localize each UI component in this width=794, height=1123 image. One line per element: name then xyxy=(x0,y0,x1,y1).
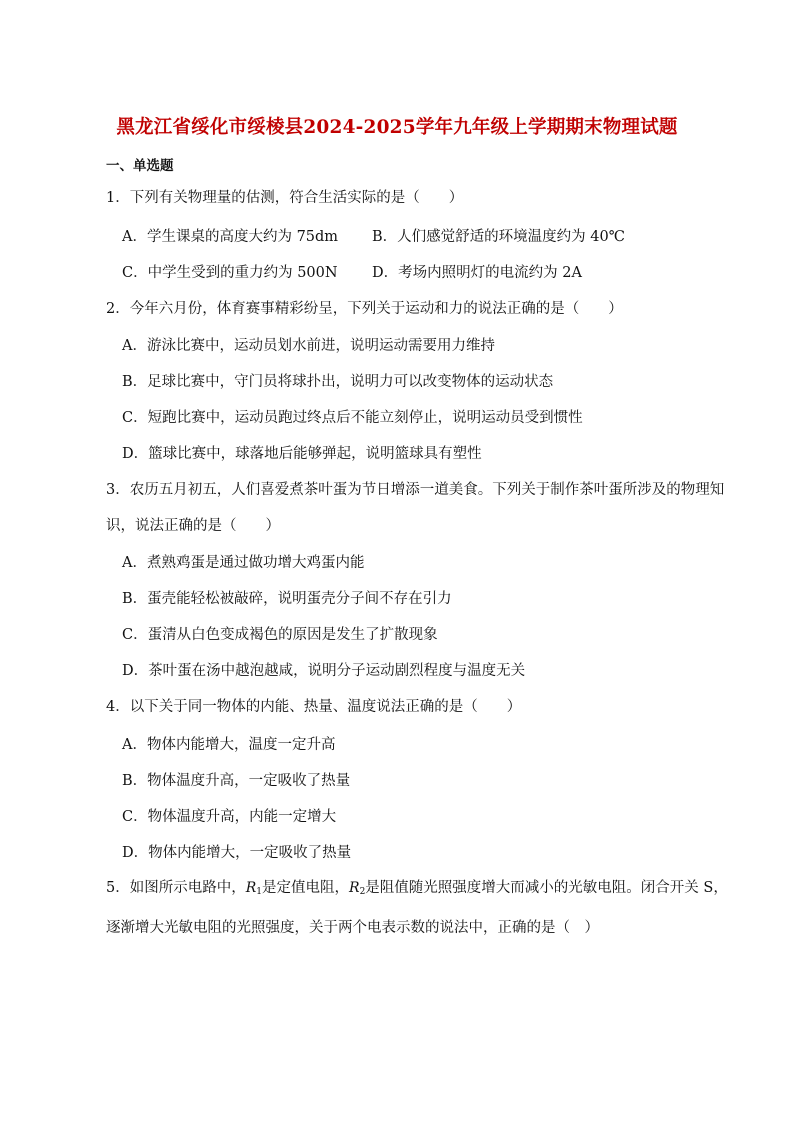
question-2-option-b: B．足球比赛中，守门员将球扑出，说明力可以改变物体的运动状态 xyxy=(122,374,554,390)
question-5-stem-part-a: 5．如图所示电路中， xyxy=(106,880,246,896)
question-5-stem-part-b: 是定值电阻， xyxy=(262,880,350,896)
page-title: 黑龙江省绥化市绥棱县2024-2025学年九年级上学期期末物理试题 xyxy=(116,117,678,138)
question-1-option-a: A．学生课桌的高度大约为 75dm xyxy=(122,229,339,245)
question-3-option-b: B．蛋壳能轻松被敲碎，说明蛋壳分子间不存在引力 xyxy=(122,591,452,607)
question-1-option-b: B．人们感觉舒适的环境温度约为 40℃ xyxy=(372,229,625,245)
resistor-r1-symbol xyxy=(246,880,262,896)
question-3-option-a: A．煮熟鸡蛋是通过做功增大鸡蛋内能 xyxy=(122,555,365,571)
resistor-r1-letter: R xyxy=(245,880,257,896)
question-5-stem-line-2: 逐渐增大光敏电阻的光照强度，关于两个电表示数的说法中，正确的是（ ） xyxy=(106,920,599,936)
question-1-stem: 1．下列有关物理量的估测，符合生活实际的是（ ） xyxy=(106,190,464,206)
question-4-option-d: D．物体内能增大，一定吸收了热量 xyxy=(122,845,352,861)
question-5-stem-part-c: 是阻值随光照强度增大而减小的光敏电阻。闭合开关 S， xyxy=(365,880,728,896)
resistor-r2-letter: R xyxy=(349,880,360,896)
question-4-stem: 4．以下关于同一物体的内能、热量、温度说法正确的是（ ） xyxy=(106,699,522,715)
question-3-option-c: C．蛋清从白色变成褐色的原因是发生了扩散现象 xyxy=(122,627,438,643)
question-4-option-b: B．物体温度升高，一定吸收了热量 xyxy=(122,773,351,789)
question-4-option-a: A．物体内能增大，温度一定升高 xyxy=(122,737,336,753)
question-3-stem xyxy=(106,472,725,544)
question-4-option-c: C．物体温度升高，内能一定增大 xyxy=(122,809,337,825)
question-1-option-c: C．中学生受到的重力约为 500N xyxy=(122,265,338,281)
question-2-option-a: A．游泳比赛中，运动员划水前进，说明运动需要用力维持 xyxy=(122,338,495,354)
resistor-r2-symbol xyxy=(349,880,365,896)
question-1-option-d: D．考场内照明灯的电流约为 2A xyxy=(372,265,582,281)
question-2-option-d: D．篮球比赛中，球落地后能够弹起，说明篮球具有塑性 xyxy=(122,446,482,462)
resistor-r1-subscript: 1 xyxy=(256,887,263,897)
question-5-stem-line-1 xyxy=(106,870,728,910)
section-heading: 一、单选题 xyxy=(106,158,174,174)
question-2-stem: 2．今年六月份，体育赛事精彩纷呈，下列关于运动和力的说法正确的是（ ） xyxy=(106,301,623,317)
question-3-stem-line-1: 3．农历五月初五，人们喜爱煮茶叶蛋为节日增添一道美食。下列关于制作茶叶蛋所涉及的物理知 xyxy=(106,482,725,498)
question-3-option-d: D．茶叶蛋在汤中越泡越咸，说明分子运动剧烈程度与温度无关 xyxy=(122,663,526,679)
question-3-stem-line-2: 识，说法正确的是（ ） xyxy=(106,518,280,534)
question-2-option-c: C．短跑比赛中，运动员跑过终点后不能立刻停止，说明运动员受到惯性 xyxy=(122,410,583,426)
question-5-stem xyxy=(106,870,728,946)
resistor-r2-subscript: 2 xyxy=(359,887,366,897)
